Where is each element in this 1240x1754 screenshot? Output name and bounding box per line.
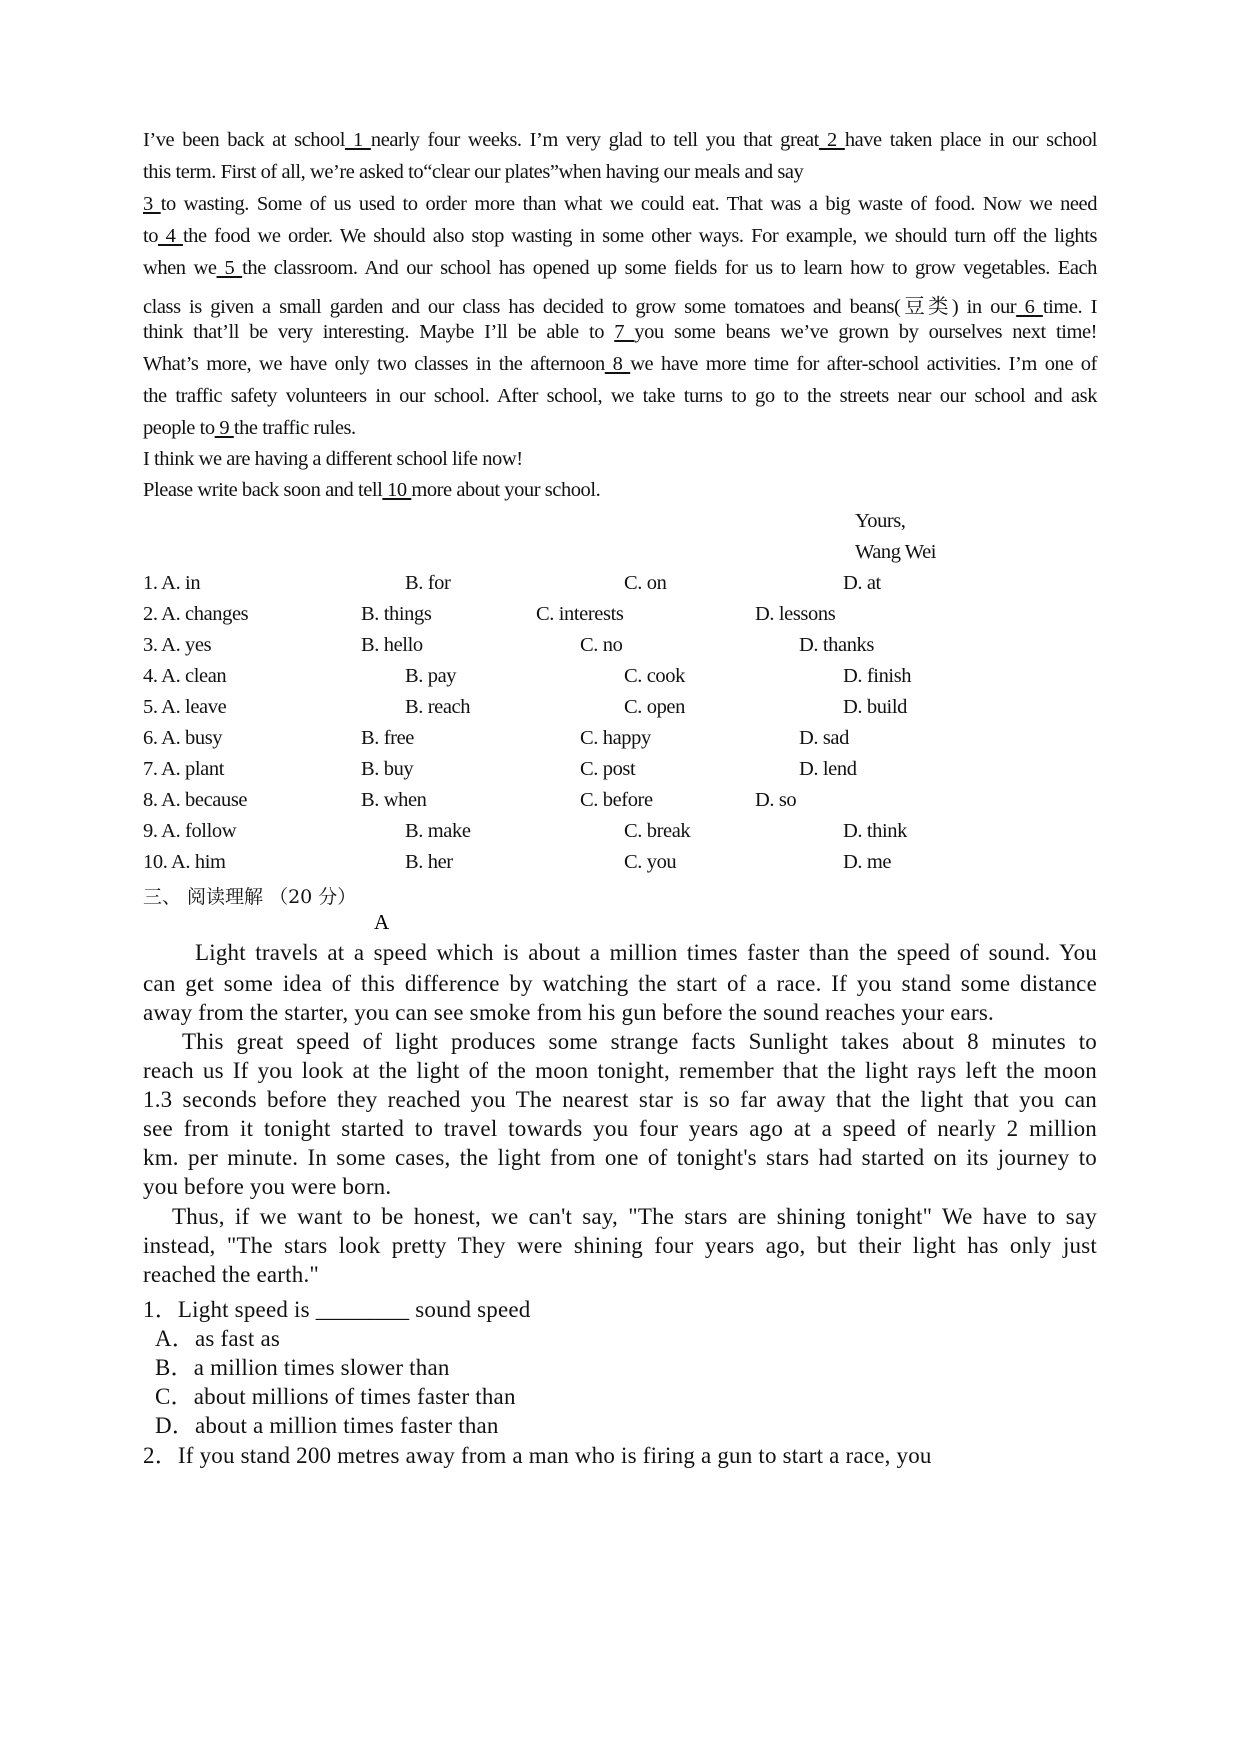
option-5c: C. open [624, 696, 685, 718]
cloze-line-7: think that’ll be very interesting. Maybe I’ll be able to 7 you some beans we’ve grown by ourselves next time! [143, 321, 1097, 343]
option-9b: B. make [405, 820, 471, 842]
passage-label: A [374, 910, 390, 934]
cloze-line-3: 3 to wasting. Some of us used to order more than what we could eat. That was a big waste of food. Now we need [143, 193, 1098, 215]
option-8a: 8. A. because [143, 789, 248, 811]
blank-2: 2 [818, 129, 845, 151]
blank-1: 1 [344, 129, 371, 151]
blank-8: 8 [604, 353, 631, 375]
option-5d: D. build [843, 696, 907, 718]
blank-9: 9 [214, 417, 234, 439]
question-1: 1．Light speed is ________ sound speed [143, 1297, 531, 1322]
option-5a: 5. A. leave [143, 696, 227, 718]
blank-10: 10 [382, 479, 412, 501]
reading-p2-line-1: This great speed of light produces some strange facts Sunlight takes about 8 minutes to [182, 1029, 1097, 1054]
option-7c: C. post [580, 758, 636, 780]
option-2c: C. interests [536, 603, 624, 625]
option-4a: 4. A. clean [143, 665, 227, 687]
option-9c: C. break [624, 820, 691, 842]
option-8b: B. when [361, 789, 427, 811]
option-2a: 2. A. changes [143, 603, 249, 625]
cloze-line-5: when we 5 the classroom. And our school has opened up some fields for us to learn how to grow vegetables. Each [143, 257, 1097, 279]
reading-p2-line-6: you before you were born. [143, 1174, 392, 1199]
option-1c: C. on [624, 572, 667, 594]
option-4d: D. finish [843, 665, 912, 687]
reading-p3-line-1: Thus, if we want to be honest, we can't say, "The stars are shining tonight" We have to say [172, 1204, 1097, 1229]
cloze-line-10: people to 9 the traffic rules. [143, 417, 356, 439]
option-3b: B. hello [361, 634, 423, 656]
option-5b: B. reach [405, 696, 471, 718]
option-8c: C. before [580, 789, 653, 811]
option-1d: D. at [843, 572, 881, 594]
option-7d: D. lend [799, 758, 857, 780]
blank-3: 3 [143, 193, 161, 215]
question-2: 2．If you stand 200 metres away from a man who is firing a gun to start a race, you [143, 1443, 932, 1468]
cloze-line-4: to 4 the food we order. We should also stop wasting in some other ways. For example, we should turn off the lights [143, 225, 1097, 247]
question-1-option-c: C．about millions of times faster than [155, 1384, 516, 1409]
reading-p3-line-2: instead, "The stars look pretty They were shining four years ago, but their light has only just [143, 1233, 1097, 1258]
option-10b: B. her [405, 851, 453, 873]
reading-p2-line-5: km. per minute. In some cases, the light from one of tonight's stars had started on its journey to [143, 1145, 1097, 1170]
option-6b: B. free [361, 727, 414, 749]
option-3a: 3. A. yes [143, 634, 212, 656]
reading-p1-line-2: can get some idea of this difference by watching the start of a race. If you stand some distance [143, 971, 1097, 996]
reading-p2-line-4: see from it tonight started to travel towards you four years ago at a speed of nearly 2 million [143, 1116, 1097, 1141]
cloze-line-12: Please write back soon and tell 10 more about your school. [143, 479, 601, 501]
blank-4: 4 [158, 225, 183, 247]
option-1b: B. for [405, 572, 451, 594]
letter-signature: Wang Wei [855, 541, 936, 563]
question-1-option-a: A．as fast as [155, 1326, 281, 1351]
option-10a: 10. A. him [143, 851, 226, 873]
cloze-line-1: I’ve been back at school 1 nearly four weeks. I’m very glad to tell you that great 2 have taken place in our school [143, 129, 1097, 151]
option-1a: 1. A. in [143, 572, 201, 594]
option-4c: C. cook [624, 665, 685, 687]
blank-7: 7 [614, 321, 635, 343]
question-1-option-b: B．a million times slower than [155, 1355, 450, 1380]
cloze-line-6: class is given a small garden and our class has decided to grow some tomatoes and beans(豆类) in our 6 time. I [143, 296, 1097, 318]
cloze-line-2: this term. First of all, we’re asked to“clear our plates”when having our meals and say [143, 161, 804, 183]
option-3c: C. no [580, 634, 623, 656]
option-10c: C. you [624, 851, 677, 873]
option-9d: D. think [843, 820, 907, 842]
question-1-option-d: D．about a million times faster than [155, 1413, 499, 1438]
option-6d: D. sad [799, 727, 849, 749]
option-6a: 6. A. busy [143, 727, 223, 749]
cloze-line-9: the traffic safety volunteers in our school. After school, we take turns to go to the streets near our school and ask [143, 385, 1097, 407]
option-9a: 9. A. follow [143, 820, 237, 842]
cloze-line-8: What’s more, we have only two classes in the afternoon 8 we have more time for after-school activities. I’m one of [143, 353, 1097, 375]
option-8d: D. so [755, 789, 797, 811]
option-7b: B. buy [361, 758, 414, 780]
option-2b: B. things [361, 603, 432, 625]
blank-6: 6 [1016, 296, 1043, 318]
reading-p1-line-3: away from the starter, you can see smoke from his gun before the sound reaches your ears. [143, 1000, 994, 1025]
blank-5: 5 [216, 257, 243, 279]
option-10d: D. me [843, 851, 892, 873]
reading-p2-line-2: reach us If you look at the light of the moon tonight, remember that the light rays left the moon [143, 1058, 1097, 1083]
reading-p3-line-3: reached the earth." [143, 1262, 319, 1287]
reading-p1-line-1: Light travels at a speed which is about a million times faster than the speed of sound. You [195, 940, 1097, 965]
option-7a: 7. A. plant [143, 758, 225, 780]
option-6c: C. happy [580, 727, 651, 749]
option-4b: B. pay [405, 665, 457, 687]
section-title: 三、 阅读理解 （20 分） [143, 886, 357, 908]
reading-p2-line-3: 1.3 seconds before they reached you The nearest star is so far away that the light that you can [143, 1087, 1097, 1112]
option-2d: D. lessons [755, 603, 836, 625]
option-3d: D. thanks [799, 634, 874, 656]
letter-closing: Yours, [855, 510, 906, 532]
cloze-line-11: I think we are having a different school life now! [143, 448, 523, 470]
